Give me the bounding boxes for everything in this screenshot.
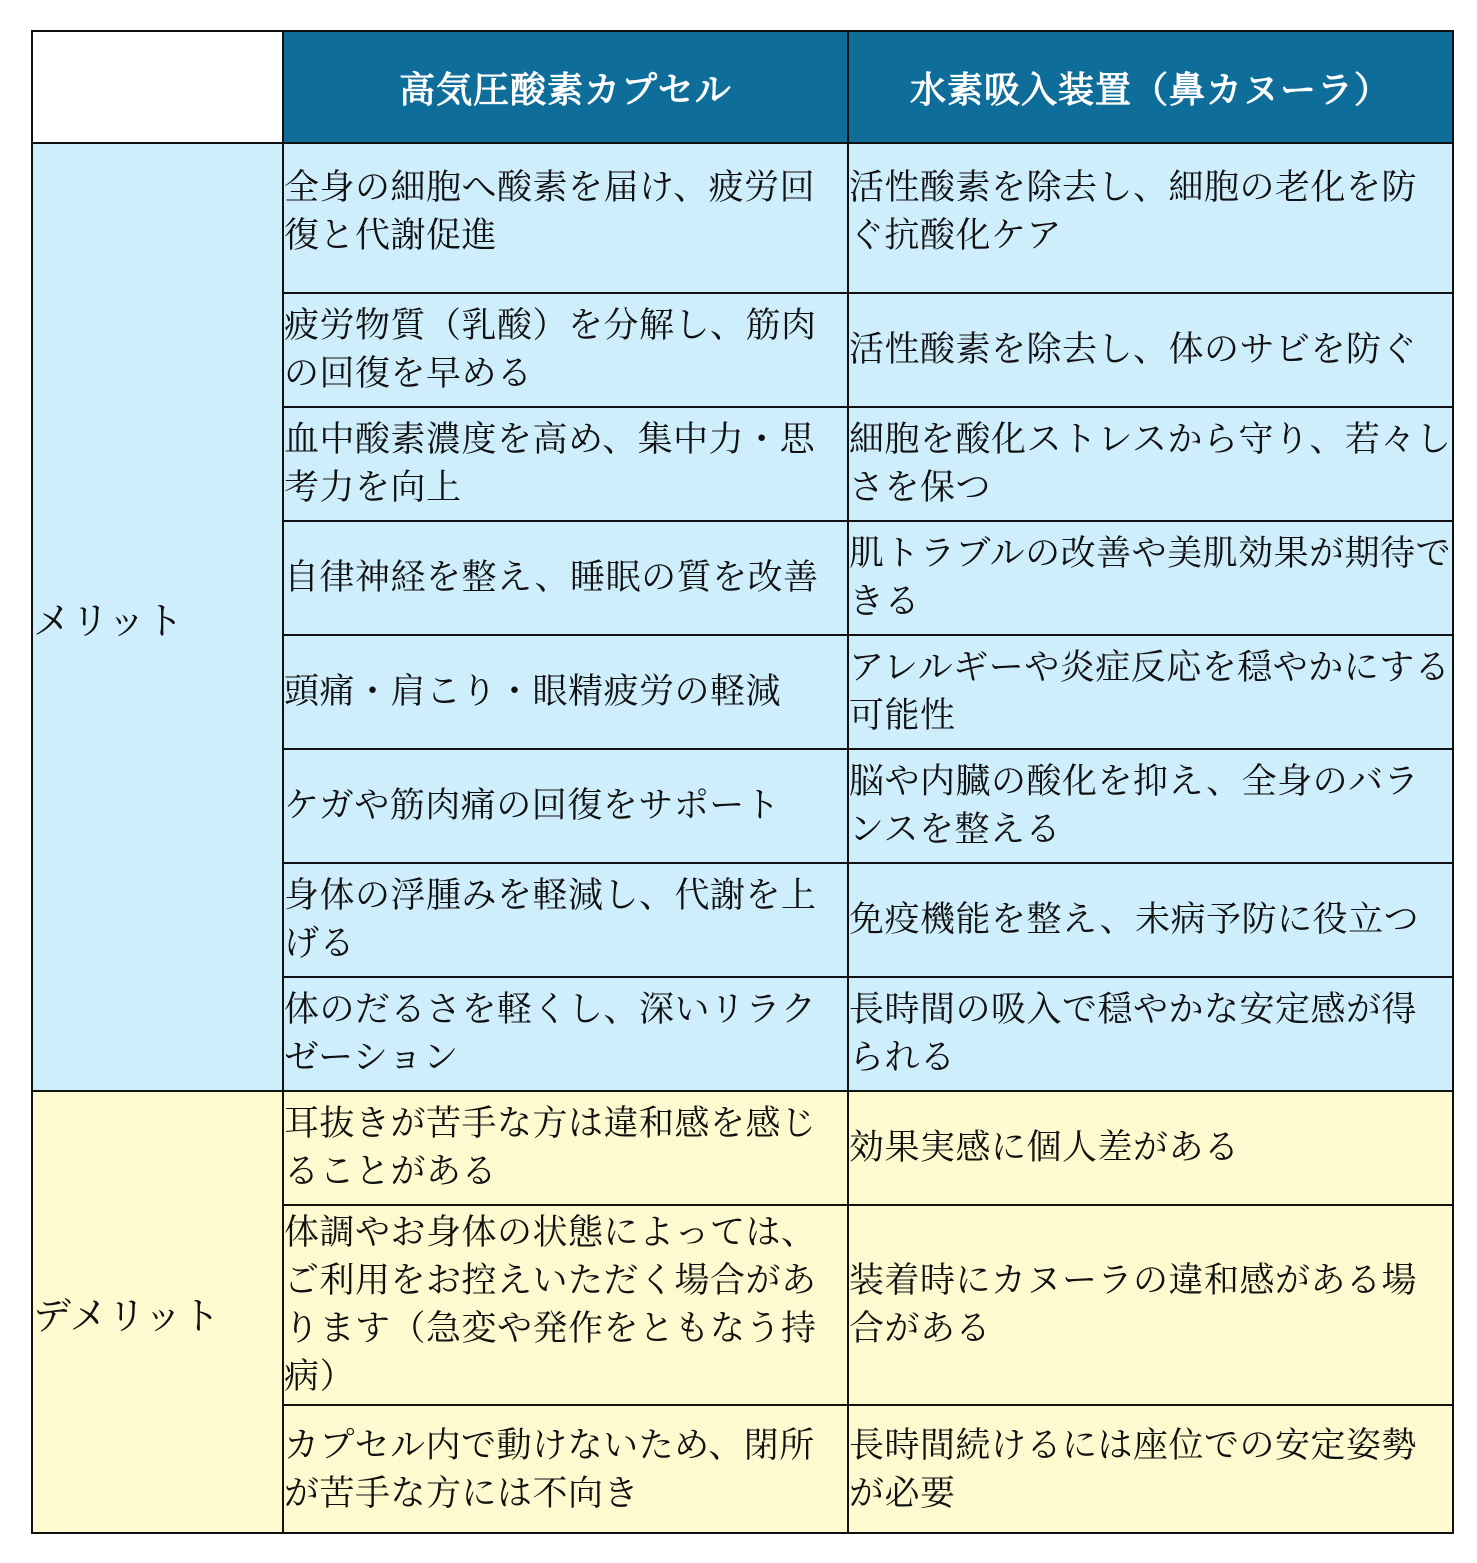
merit-label: メリット [32, 143, 283, 1091]
comparison-table [31, 30, 1454, 1534]
demerit-hydrogen-cell: 長時間続けるには座位での安定姿勢が必要 [848, 1405, 1453, 1533]
merit-capsule-cell: 全身の細胞へ酸素を届け、疲労回復と代謝促進 [283, 143, 848, 293]
merit-hydrogen-cell: 脳や内臓の酸化を抑え、全身のバランスを整える [848, 749, 1453, 863]
merit-hydrogen-cell: 活性酸素を除去し、体のサビを防ぐ [848, 293, 1453, 407]
merit-capsule-cell: 体のだるさを軽くし、深いリラクゼーション [283, 977, 848, 1091]
merit-hydrogen-cell: アレルギーや炎症反応を穏やかにする可能性 [848, 635, 1453, 749]
merit-capsule-cell: 頭痛・肩こり・眼精疲労の軽減 [283, 635, 848, 749]
merit-hydrogen-cell: 肌トラブルの改善や美肌効果が期待できる [848, 521, 1453, 635]
demerit-hydrogen-cell: 効果実感に個人差がある [848, 1091, 1453, 1205]
merit-hydrogen-cell: 活性酸素を除去し、細胞の老化を防ぐ抗酸化ケア [848, 143, 1453, 293]
header-row [32, 31, 1453, 143]
merit-capsule-cell: ケガや筋肉痛の回復をサポート [283, 749, 848, 863]
demerit-capsule-cell: カプセル内で動けないため、閉所が苦手な方には不向き [283, 1405, 848, 1533]
merit-hydrogen-cell: 細胞を酸化ストレスから守り、若々しさを保つ [848, 407, 1453, 521]
merit-hydrogen-cell: 免疫機能を整え、未病予防に役立つ [848, 863, 1453, 977]
merit-capsule-cell: 血中酸素濃度を高め、集中力・思考力を向上 [283, 407, 848, 521]
merit-capsule-cell: 身体の浮腫みを軽減し、代謝を上げる [283, 863, 848, 977]
header-hydrogen: 水素吸入装置（鼻カヌーラ） [848, 31, 1453, 143]
demerit-label: デメリット [32, 1091, 283, 1533]
merit-capsule-cell: 疲労物質（乳酸）を分解し、筋肉の回復を早める [283, 293, 848, 407]
demerit-row [32, 1091, 1453, 1205]
merit-row [32, 143, 1453, 293]
header-capsule: 高気圧酸素カプセル [283, 31, 848, 143]
demerit-capsule-cell: 体調やお身体の状態によっては、ご利用をお控えいただく場合があります（急変や発作をともなう持病） [283, 1205, 848, 1405]
merit-capsule-cell: 自律神経を整え、睡眠の質を改善 [283, 521, 848, 635]
demerit-hydrogen-cell: 装着時にカヌーラの違和感がある場合がある [848, 1205, 1453, 1405]
merit-hydrogen-cell: 長時間の吸入で穏やかな安定感が得られる [848, 977, 1453, 1091]
header-corner [32, 31, 283, 143]
demerit-capsule-cell: 耳抜きが苦手な方は違和感を感じることがある [283, 1091, 848, 1205]
